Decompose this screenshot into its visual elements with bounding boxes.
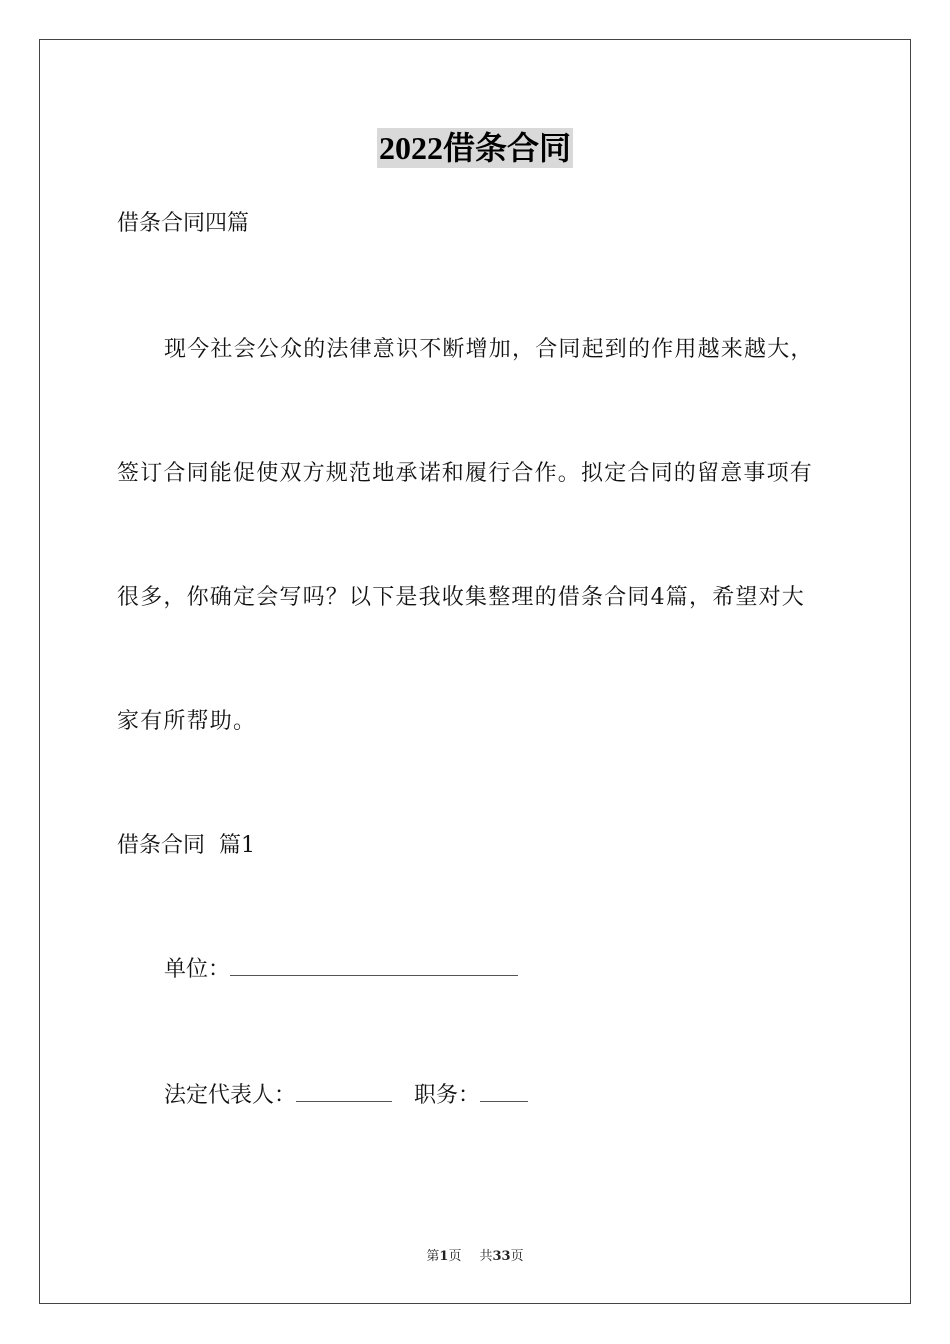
legal-rep-field [164, 1081, 528, 1111]
position-label: 职务： [414, 1083, 481, 1108]
legal-rep-blank-line [296, 1081, 392, 1102]
intro-line-2: 签订合同能促使双方规范地承诺和履行合作。拟定合同的留意事项有 [117, 461, 814, 486]
unit-label: 单位： [164, 957, 231, 982]
intro-line-3: 很多，你确定会写吗？以下是我收集整理的借条合同4篇，希望对大 [117, 585, 805, 610]
unit-blank-line [230, 955, 518, 976]
intro-line-1: 现今社会公众的法律意识不断增加，合同起到的作用越来越大， [164, 337, 814, 362]
footer-page-number: 1 [439, 1249, 449, 1264]
document-title [0, 128, 950, 174]
footer-page-prefix: 第 [426, 1249, 440, 1264]
section-heading: 借条合同 篇1 [117, 833, 255, 858]
legal-rep-label: 法定代表人： [164, 1083, 297, 1108]
footer-total-suffix: 页 [510, 1249, 524, 1264]
footer-total-prefix: 共 [479, 1249, 493, 1264]
intro-line-4: 家有所帮助。 [117, 709, 257, 734]
footer-total-pages: 33 [492, 1249, 511, 1264]
unit-field [164, 955, 518, 985]
position-blank-line [480, 1081, 528, 1102]
footer-page-suffix: 页 [448, 1249, 462, 1264]
title-text: 2022借条合同 [378, 130, 571, 166]
page-footer [0, 1248, 950, 1266]
document-subtitle: 借条合同四篇 [117, 211, 250, 236]
